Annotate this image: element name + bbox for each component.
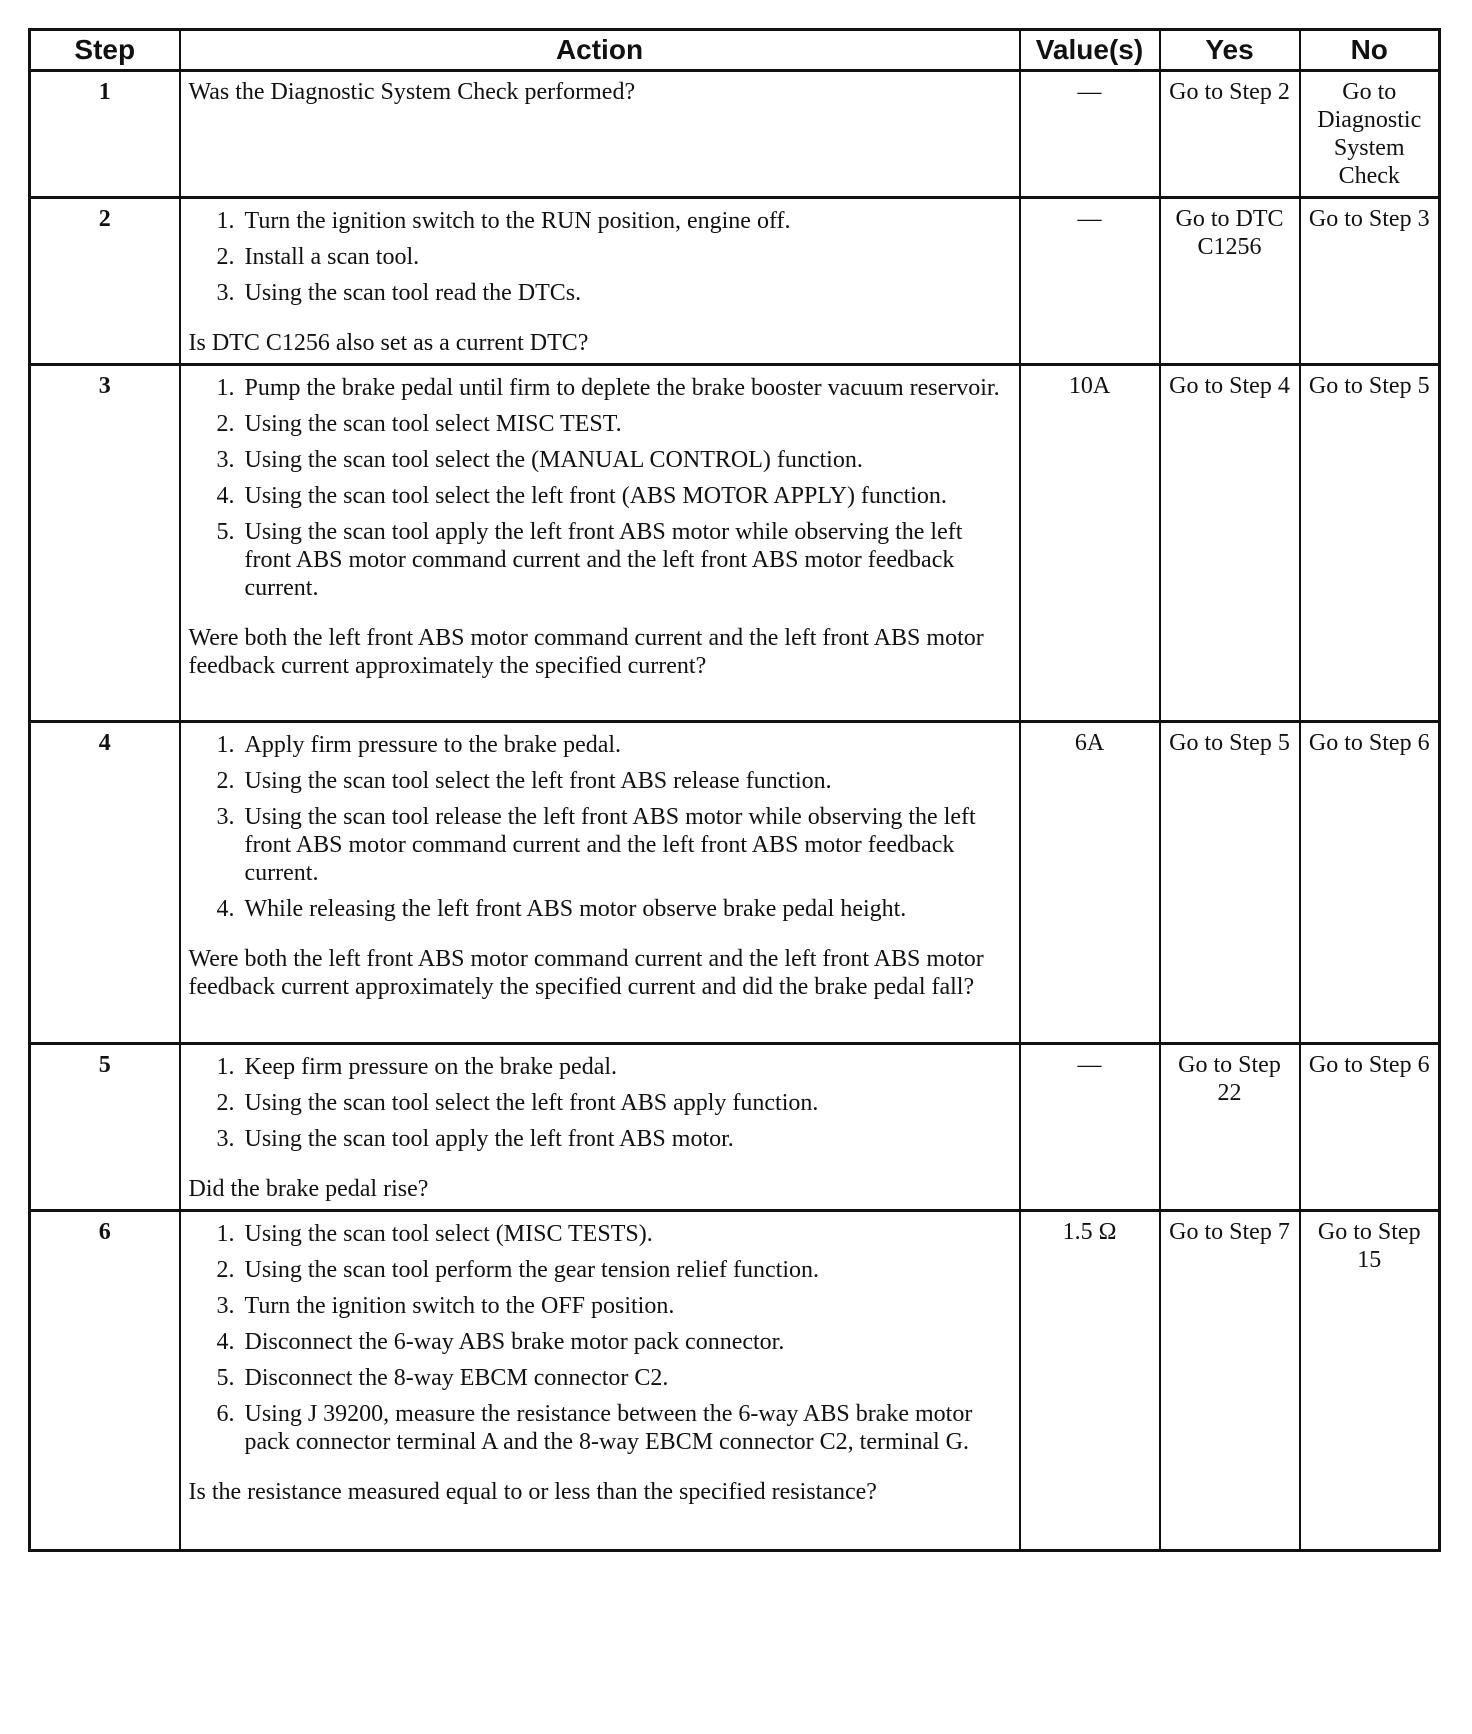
table-row [30,365,1440,722]
substep-item: Turn the ignition switch to the RUN position, engine off. [244,208,791,234]
substep-item: Install a scan tool. [244,244,420,270]
table-row [30,71,1440,198]
substep-item: Turn the ignition switch to the OFF position. [244,1293,675,1319]
action-cell [180,71,1020,198]
substep-list [189,1220,1009,1456]
step-question: Did the brake pedal rise? [188,1176,429,1202]
yes-action-cell: Go to Step 5 [1160,722,1300,1044]
substep-item: Using the scan tool select the left front ABS release function. [244,768,832,794]
step-number: 5 [30,1044,180,1211]
step-question: Was the Diagnostic System Check performed? [188,79,636,105]
substep-item: Apply firm pressure to the brake pedal. [244,732,622,758]
substep-item: Using the scan tool apply the left front ABS motor while observing the left front ABS motor command current and the left front ABS motor feedback current. [244,519,963,601]
header-values: Value(s) [1020,30,1160,71]
no-action-cell: Go to Step 5 [1300,365,1440,722]
step-number: 2 [30,198,180,365]
step-question: Were both the left front ABS motor command current and the left front ABS motor feedback current approximately the specified current and did the brake pedal fall? [188,946,984,1000]
header-no: No [1300,30,1440,71]
substep-item: Using J 39200, measure the resistance between the 6-way ABS brake motor pack connector terminal A and the 8-way EBCM connector C2, terminal G. [244,1401,973,1455]
header-row [30,30,1440,71]
action-cell [180,722,1020,1044]
substep-item: Using the scan tool select MISC TEST. [244,411,622,437]
substep-item: Using the scan tool perform the gear tension relief function. [244,1257,819,1283]
no-action-cell: Go to Step 3 [1300,198,1440,365]
step-question: Is DTC C1256 also set as a current DTC? [188,330,589,356]
value-cell: — [1020,71,1160,198]
no-action-cell: Go to Step 15 [1300,1211,1440,1551]
substep-list [189,374,1009,602]
yes-action-cell: Go to Step 2 [1160,71,1300,198]
substep-item: Keep firm pressure on the brake pedal. [244,1054,618,1080]
diagnostic-page [28,28,1438,1552]
no-action-cell: Go to Step 6 [1300,722,1440,1044]
substep-item: Using the scan tool apply the left front ABS motor. [244,1126,734,1152]
substep-item: Using the scan tool read the DTCs. [244,280,582,306]
step-question: Were both the left front ABS motor command current and the left front ABS motor feedback current approximately the specified current? [188,625,984,679]
table-body [30,71,1440,1551]
substep-item: Using the scan tool select (MISC TESTS). [244,1221,653,1247]
yes-action-cell: Go to Step 7 [1160,1211,1300,1551]
substep-item: Pump the brake pedal until firm to deplete the brake booster vacuum reservoir. [244,375,1000,401]
step-number: 4 [30,722,180,1044]
yes-action-cell: Go to DTC C1256 [1160,198,1300,365]
substep-list [189,207,1009,307]
action-cell [180,365,1020,722]
substep-list [189,731,1009,923]
substep-item: Disconnect the 8-way EBCM connector C2. [244,1365,669,1391]
action-cell [180,1211,1020,1551]
value-cell: — [1020,1044,1160,1211]
table-row [30,722,1440,1044]
step-number: 6 [30,1211,180,1551]
value-cell: 10A [1020,365,1160,722]
substep-list [189,1053,1009,1153]
value-cell: 6A [1020,722,1160,1044]
action-cell [180,198,1020,365]
value-cell: 1.5 Ω [1020,1211,1160,1551]
table-row [30,1044,1440,1211]
table-row [30,198,1440,365]
substep-item: Using the scan tool release the left front ABS motor while observing the left front ABS motor command current and the left front ABS motor feedback current. [244,804,976,886]
header-yes: Yes [1160,30,1300,71]
substep-item: Using the scan tool select the left front ABS apply function. [244,1090,819,1116]
table-row [30,1211,1440,1551]
diagnostic-table [28,28,1441,1552]
header-step: Step [30,30,180,71]
step-number: 1 [30,71,180,198]
step-number: 3 [30,365,180,722]
substep-item: Using the scan tool select the (MANUAL CONTROL) function. [244,447,863,473]
substep-item: Disconnect the 6-way ABS brake motor pack connector. [244,1329,785,1355]
yes-action-cell: Go to Step 22 [1160,1044,1300,1211]
substep-item: Using the scan tool select the left front (ABS MOTOR APPLY) function. [244,483,947,509]
header-action: Action [180,30,1020,71]
action-cell [180,1044,1020,1211]
no-action-cell: Go to Diagnostic System Check [1300,71,1440,198]
yes-action-cell: Go to Step 4 [1160,365,1300,722]
step-question: Is the resistance measured equal to or less than the specified resistance? [188,1479,877,1505]
value-cell: — [1020,198,1160,365]
substep-item: While releasing the left front ABS motor observe brake pedal height. [244,896,907,922]
no-action-cell: Go to Step 6 [1300,1044,1440,1211]
